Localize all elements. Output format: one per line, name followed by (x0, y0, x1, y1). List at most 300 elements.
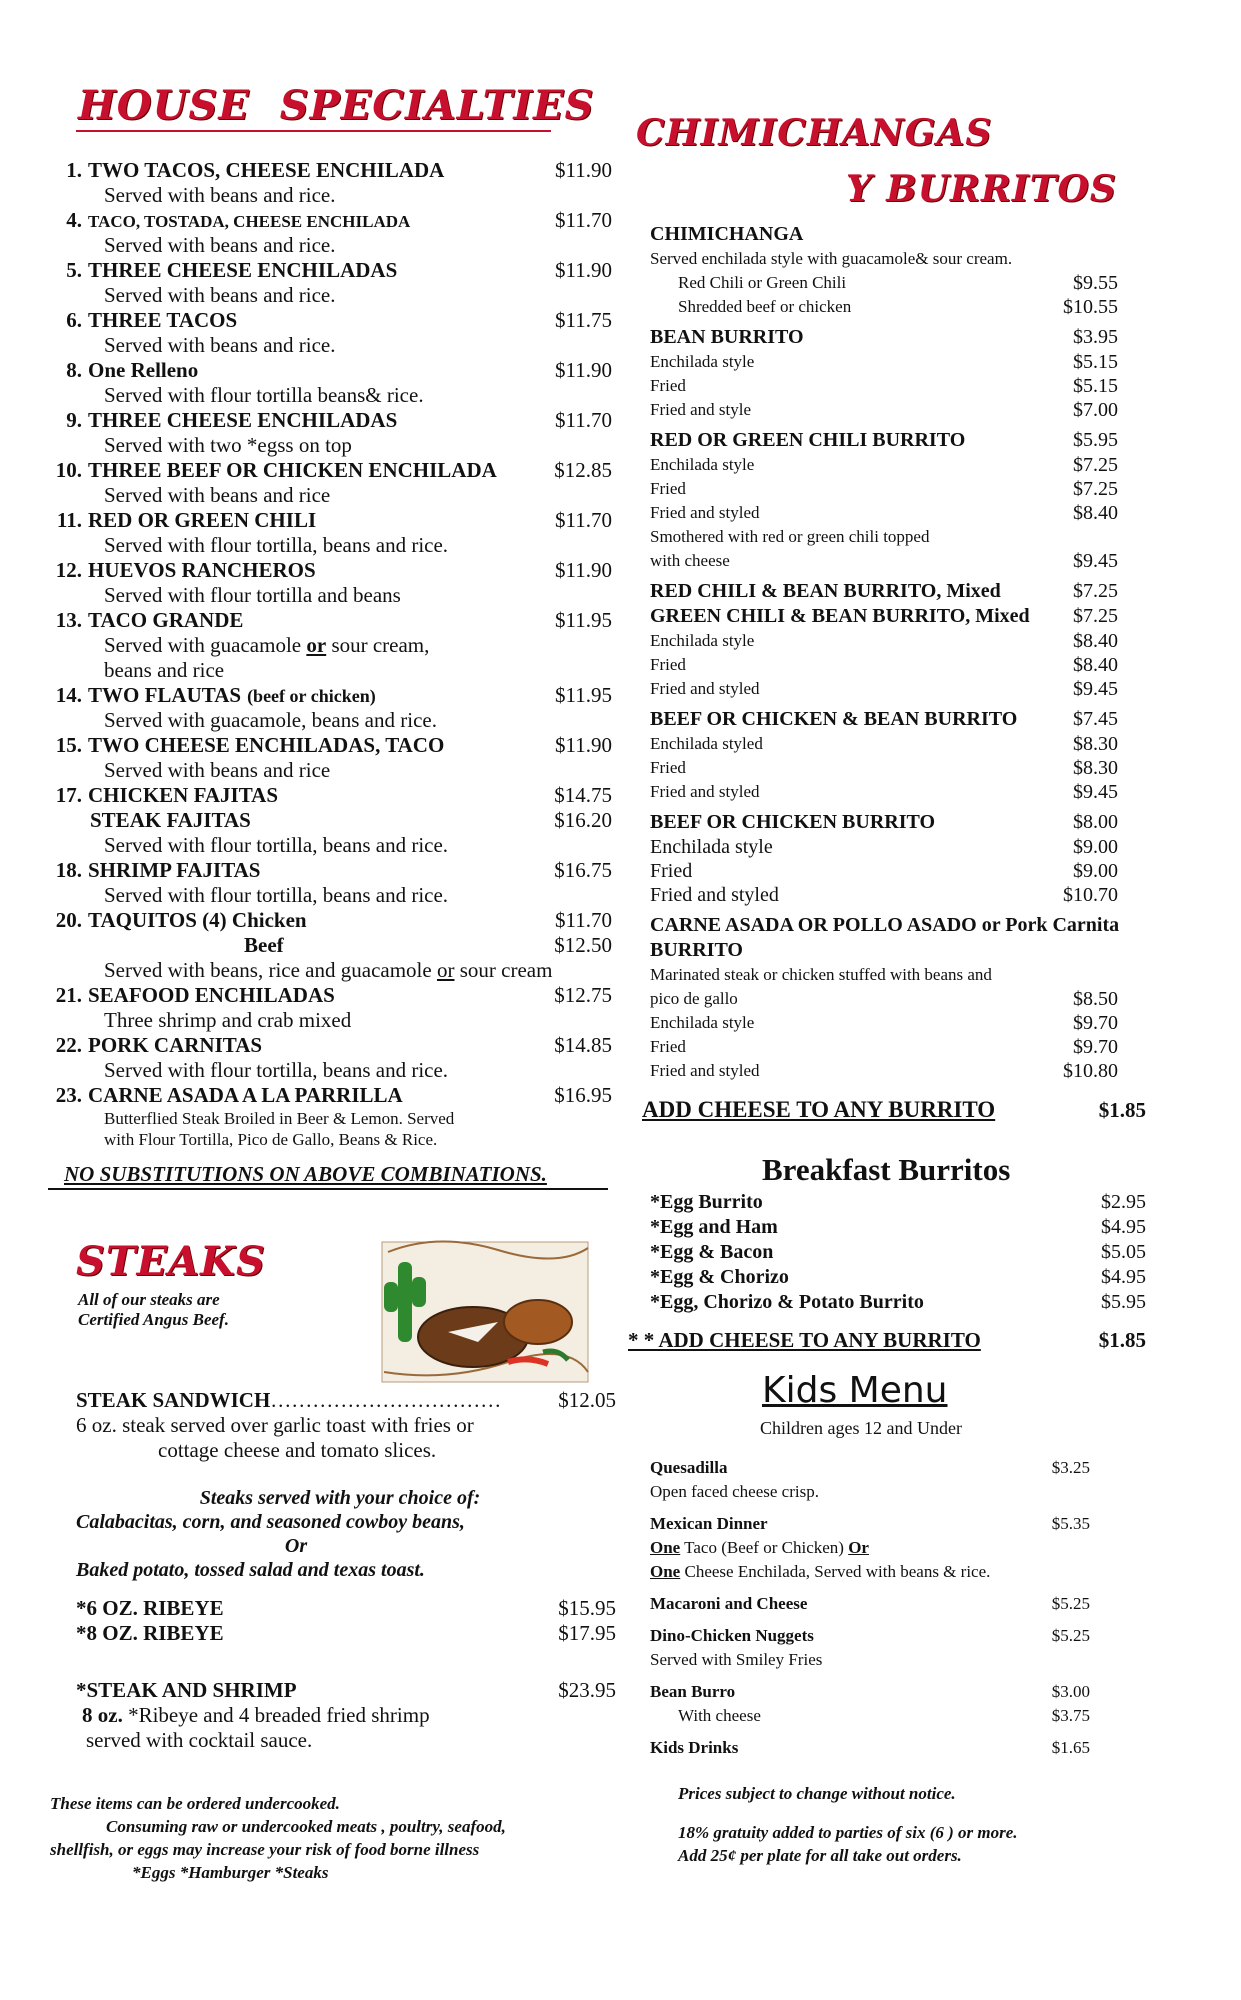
burrito-menu-row (650, 604, 1118, 629)
house-item-description: Served with flour tortilla and beans (104, 583, 401, 607)
kids-item-name: Kids Drinks (650, 1738, 739, 1757)
breakfast-add-cheese-price: $1.85 (1098, 1328, 1146, 1352)
footer-line-2: 18% gratuity added to parties of six (6 ) or more. (678, 1823, 1018, 1842)
house-item (48, 983, 618, 1008)
house-item-description: Served with flour tortilla, beans and rice. (104, 533, 449, 557)
house-item (48, 508, 618, 533)
kids-item-row (650, 1512, 1110, 1536)
house-item (48, 908, 618, 933)
burrito-menu-price: $9.70 (1073, 1036, 1118, 1058)
kids-item (650, 1512, 1110, 1584)
disclaimer-line-2: Consuming raw or undercooked meats , poultry, seafood, (106, 1817, 506, 1836)
kids-item-desc-row (650, 1560, 1110, 1584)
burrito-menu-price: $8.40 (1073, 502, 1118, 524)
steak-sandwich-price: $12.05 (558, 1388, 616, 1412)
house-item-name: TAQUITOS (4) Chicken (88, 908, 307, 932)
breakfast-item (650, 1190, 1146, 1215)
house-item-description: Butterflied Steak Broiled in Beer & Lemon. Served (104, 1109, 455, 1128)
burrito-menu-item: pico de gallo (650, 989, 738, 1008)
burrito-menu-row (650, 859, 1118, 883)
kids-item-desc-row (650, 1648, 1110, 1672)
house-item-name-extra: (beef or chicken) (247, 686, 376, 706)
burrito-menu-price: $5.15 (1073, 351, 1118, 373)
kids-item-price: $5.25 (1051, 1594, 1090, 1613)
burrito-menu-price: $7.25 (1073, 478, 1118, 500)
steak-sandwich-desc-2: cottage cheese and tomato slices. (158, 1438, 437, 1462)
burrito-menu-item: Served enchilada style with guacamole& sour cream. (650, 249, 1013, 268)
chimichangas-burritos-list (650, 222, 1118, 1083)
house-title-underline (76, 130, 551, 132)
house-item-name: TACO GRANDE (88, 608, 244, 632)
breakfast-item (650, 1265, 1146, 1290)
burrito-menu-item: Fried and styled (650, 782, 760, 801)
burrito-menu-price: $9.70 (1073, 1012, 1118, 1034)
steak-and-shrimp-desc-1 (76, 1703, 616, 1728)
steak-and-shrimp-desc-text: *Ribeye and 4 breaded fried shrimp (128, 1703, 430, 1727)
burrito-menu-item: Fried and styled (650, 503, 760, 522)
kids-item-price: $3.25 (1051, 1458, 1090, 1477)
house-item (48, 158, 618, 183)
kids-item-price: $3.00 (1051, 1682, 1090, 1701)
kids-item-price-2: $3.75 (1051, 1706, 1090, 1725)
house-item-description (48, 958, 618, 983)
house-item-name: THREE BEEF OR CHICKEN ENCHILADA (88, 458, 497, 482)
burrito-menu-row (650, 810, 1118, 835)
steak-and-shrimp-desc-bold: 8 oz. (82, 1703, 123, 1727)
burrito-menu-item: Fried and styled (650, 679, 760, 698)
house-item-number: 9. (66, 408, 82, 432)
house-item-description: Served with beans and rice. (104, 183, 336, 207)
ribeye-8oz-price: $17.95 (558, 1621, 616, 1645)
kids-item-row (650, 1680, 1110, 1704)
footer-line-3: Add 25¢ per plate for all take out orders. (678, 1846, 962, 1865)
house-item-price: $11.90 (555, 158, 612, 182)
kids-item-desc-one: One (650, 1538, 681, 1557)
breakfast-item-name: *Egg and Ham (650, 1216, 778, 1238)
burrito-menu-row (650, 477, 1118, 501)
kids-item (650, 1592, 1110, 1616)
house-item-name: TWO CHEESE ENCHILADAS, TACO (88, 733, 445, 757)
house-item (48, 258, 618, 283)
house-item-name-2: Beef (244, 933, 284, 957)
burrito-menu-item: Smothered with red or green chili topped (650, 527, 930, 546)
burrito-menu-row (650, 913, 1118, 938)
house-item-name: SHRIMP FAJITAS (88, 858, 261, 882)
kids-item-name: Bean Burro (650, 1682, 736, 1701)
kids-item-desc: With cheese (678, 1706, 761, 1725)
kids-item (650, 1680, 1110, 1728)
house-item-price: $11.70 (555, 408, 612, 432)
house-item-description: Served with beans and rice. (104, 233, 336, 257)
house-item (48, 783, 618, 808)
house-item (48, 408, 618, 433)
burrito-menu-price: $10.55 (1063, 296, 1118, 318)
kids-menu-list (650, 1456, 1110, 1768)
burrito-menu-item: Fried (650, 1037, 686, 1056)
kids-item-name: Quesadilla (650, 1458, 728, 1477)
kids-item (650, 1456, 1110, 1504)
house-item-description: Served with beans and rice. (104, 333, 336, 357)
breakfast-burritos-title: Breakfast Burritos (762, 1152, 1011, 1187)
breakfast-item-name: *Egg & Chorizo (650, 1266, 789, 1288)
house-item-name: HUEVOS RANCHEROS (88, 558, 316, 582)
house-item-price: $16.75 (554, 858, 612, 882)
burrito-menu-item: BEAN BURRITO (650, 326, 804, 348)
breakfast-item (650, 1240, 1146, 1265)
house-item-name: One Relleno (88, 358, 199, 382)
burrito-menu-row (650, 325, 1118, 350)
steaks-choice-line-3: Or (284, 1535, 308, 1557)
burrito-menu-price: $7.25 (1073, 454, 1118, 476)
burrito-menu-row (650, 549, 1118, 573)
kids-menu-title: Kids Menu (762, 1370, 948, 1411)
house-item-price: $16.95 (554, 1083, 612, 1107)
house-item (48, 308, 618, 333)
burrito-menu-row (650, 653, 1118, 677)
house-item (48, 458, 618, 483)
house-item (48, 858, 618, 883)
kids-item-desc-row (650, 1704, 1110, 1728)
burrito-menu-item: Marinated steak or chicken stuffed with beans and (650, 965, 992, 984)
kids-item-name: Macaroni and Cheese (650, 1594, 808, 1613)
house-item-number: 22. (55, 1033, 82, 1057)
steaks-choice-line-4: Baked potato, tossed salad and texas toast. (76, 1559, 425, 1581)
breakfast-item-price: $5.05 (1101, 1241, 1146, 1263)
breakfast-item-price: $5.95 (1101, 1291, 1146, 1313)
burrito-menu-row (650, 756, 1118, 780)
burrito-menu-item: Enchilada style (650, 455, 755, 474)
burrito-menu-item: Enchilada styled (650, 734, 763, 753)
burrito-menu-item: Fried (650, 479, 686, 498)
breakfast-item (650, 1290, 1146, 1315)
house-item-number: 23. (55, 1083, 82, 1107)
house-item-price: $12.75 (554, 983, 612, 1007)
kids-item-row (650, 1736, 1110, 1760)
kids-item-row (650, 1624, 1110, 1648)
steak-sandwich-name: STEAK SANDWICH (76, 1388, 271, 1412)
house-item-name: TACO, TOSTADA, CHEESE ENCHILADA (88, 212, 411, 231)
house-item-description: Served with beans and rice (104, 483, 331, 507)
house-item (48, 608, 618, 633)
ribeye-6oz-name: *6 OZ. RIBEYE (76, 1596, 224, 1620)
burrito-menu-row (650, 963, 1118, 987)
breakfast-burritos-list (650, 1190, 1146, 1315)
house-item-desc-or: or (436, 958, 455, 982)
burrito-menu-row (650, 428, 1118, 453)
house-item-price: $11.90 (555, 558, 612, 582)
burrito-menu-item: Shredded beef or chicken (678, 297, 852, 316)
steak-sandwich-leader: …………………………… (270, 1388, 502, 1412)
burrito-menu-row (650, 938, 1118, 963)
burrito-menu-row (650, 1059, 1118, 1083)
burrito-menu-item: Fried and styled (650, 884, 779, 906)
breakfast-item-price: $4.95 (1101, 1216, 1146, 1238)
burrito-menu-row (650, 295, 1118, 319)
kids-item (650, 1624, 1110, 1672)
burrito-menu-row (650, 247, 1118, 271)
house-item (48, 558, 618, 583)
burrito-menu-price: $8.30 (1073, 733, 1118, 755)
burrito-menu-row (650, 525, 1118, 549)
burrito-menu-item: Enchilada style (650, 631, 755, 650)
burrito-menu-price: $7.25 (1073, 605, 1118, 627)
breakfast-item-name: *Egg Burrito (650, 1191, 763, 1213)
house-item-name: TWO TACOS, CHEESE ENCHILADA (88, 158, 445, 182)
house-item-number: 14. (55, 683, 82, 707)
burrito-menu-price: $10.70 (1063, 884, 1118, 906)
kids-item-name: Dino-Chicken Nuggets (650, 1626, 814, 1645)
kids-item-desc: Open faced cheese crisp. (650, 1482, 819, 1501)
house-item-number: 17. (55, 783, 82, 807)
house-item (48, 733, 618, 758)
burrito-menu-row (650, 883, 1118, 907)
burrito-menu-price: $8.40 (1073, 654, 1118, 676)
steak-and-shrimp-row (76, 1678, 616, 1703)
burrito-menu-price: $5.95 (1073, 429, 1118, 451)
house-item-price: $12.85 (554, 458, 612, 482)
ribeye-8oz-name: *8 OZ. RIBEYE (76, 1621, 224, 1645)
house-item-description-2: with Flour Tortilla, Pico de Gallo, Beans & Rice. (104, 1130, 438, 1149)
house-item-number: 8. (66, 358, 82, 382)
steaks-note-2: Certified Angus Beef. (78, 1310, 229, 1329)
house-item-name: THREE CHEESE ENCHILADAS (88, 408, 398, 432)
house-item-description: Served with two *egss on top (104, 433, 352, 457)
house-item-number: 20. (55, 908, 82, 932)
no-substitutions-note: NO SUBSTITUTIONS ON ABOVE COMBINATIONS. (64, 1162, 547, 1186)
breakfast-add-cheese-text: * * ADD CHEESE TO ANY BURRITO (628, 1328, 981, 1352)
burrito-menu-row (650, 579, 1118, 604)
house-item-description: Served with flour tortilla, beans and rice. (104, 883, 449, 907)
house-item-name: PORK CARNITAS (88, 1033, 263, 1057)
kids-item-price: $5.35 (1051, 1514, 1090, 1533)
house-item-name-2: STEAK FAJITAS (90, 808, 251, 832)
burrito-menu-item: Fried (650, 860, 693, 882)
house-item-desc-a: Served with beans, rice and guacamole (104, 958, 432, 982)
house-item-price: $11.90 (555, 733, 612, 757)
house-item-number: 11. (56, 508, 82, 532)
kids-item-desc-row (650, 1480, 1110, 1504)
burrito-menu-row (650, 350, 1118, 374)
burrito-menu-row (650, 629, 1118, 653)
disclaimer-line-4: *Eggs *Hamburger *Steaks (132, 1863, 329, 1882)
house-item-number: 10. (55, 458, 82, 482)
kids-item-desc-enchilada: Cheese Enchilada, Served with beans & rice. (680, 1562, 991, 1581)
burrito-menu-price: $8.40 (1073, 630, 1118, 652)
house-item-price: $11.90 (555, 258, 612, 282)
house-item-price: $11.95 (555, 683, 612, 707)
burrito-menu-row (650, 398, 1118, 422)
no-subs-rule (48, 1188, 608, 1190)
burrito-menu-row (650, 271, 1118, 295)
burrito-menu-price: $9.45 (1073, 781, 1118, 803)
burrito-menu-item: RED CHILI & BEAN BURRITO, Mixed (650, 580, 1001, 602)
footer-line-1: Prices subject to change without notice. (678, 1784, 956, 1803)
steak-sandwich-desc-1: 6 oz. steak served over garlic toast with fries or (76, 1413, 474, 1437)
house-item (48, 1083, 618, 1108)
house-item-name: THREE CHEESE ENCHILADAS (88, 258, 398, 282)
add-cheese-burrito-row (642, 1096, 1146, 1124)
steak-illustration (378, 1232, 598, 1392)
house-item-name: THREE TACOS (88, 308, 238, 332)
house-item-description: Served with guacamole, beans and rice. (104, 708, 437, 732)
steak-sandwich-row (76, 1388, 616, 1413)
kids-item-price: $5.25 (1051, 1626, 1090, 1645)
ribeye-8oz-row (76, 1621, 616, 1646)
burrito-menu-item: Red Chili or Green Chili (678, 273, 847, 292)
steaks-choice-line-2: Calabacitas, corn, and seasoned cowboy beans, (76, 1511, 465, 1533)
steaks-note-1: All of our steaks are (78, 1290, 220, 1309)
house-item-desc-b: sour cream, (331, 633, 430, 657)
burrito-menu-price: $10.80 (1063, 1060, 1118, 1082)
house-item-price: $11.70 (555, 908, 612, 932)
breakfast-item-name: *Egg & Bacon (650, 1241, 774, 1263)
burrito-menu-price: $7.45 (1073, 708, 1118, 730)
burrito-menu-item: Fried and styled (650, 1061, 760, 1080)
burrito-menu-item: BEEF OR CHICKEN & BEAN BURRITO (650, 708, 1018, 730)
burrito-menu-price: $3.95 (1073, 326, 1118, 348)
breakfast-add-cheese-row (628, 1326, 1146, 1354)
kids-item (650, 1736, 1110, 1760)
house-item-number: 18. (55, 858, 82, 882)
burrito-menu-item: Enchilada style (650, 352, 755, 371)
disclaimer-line-3: shellfish, or eggs may increase your risk of food borne illness (50, 1840, 480, 1859)
house-item-desc-a: Served with guacamole (104, 633, 302, 657)
house-specialties-list (48, 158, 618, 1150)
house-item (48, 683, 618, 708)
burrito-menu-row (650, 707, 1118, 732)
house-item-desc-b: sour cream (459, 958, 553, 982)
burrito-menu-item: Enchilada style (650, 836, 773, 858)
steak-and-shrimp-desc-2: served with cocktail sauce. (86, 1728, 313, 1752)
kids-item-desc-row (650, 1536, 1110, 1560)
burrito-menu-row (650, 780, 1118, 804)
burrito-menu-item: Fried (650, 655, 686, 674)
burrito-menu-row (650, 1011, 1118, 1035)
house-item-secondary (48, 933, 618, 958)
disclaimer-line-1: These items can be ordered undercooked. (50, 1794, 340, 1813)
house-item-number: 15. (55, 733, 82, 757)
house-item-name: CARNE ASADA A LA PARRILLA (88, 1083, 403, 1107)
burrito-menu-price: $9.45 (1073, 678, 1118, 700)
kids-item-desc-taco: Taco (Beef or Chicken) (680, 1538, 849, 1557)
burritos-title: Y BURRITOS (846, 168, 1117, 210)
burrito-menu-price: $9.00 (1073, 860, 1118, 882)
add-cheese-burrito-price: $1.85 (1098, 1098, 1146, 1122)
kids-item-desc-or: Or (848, 1538, 869, 1557)
house-item-price: $11.70 (555, 508, 612, 532)
steaks-title: STEAKS (76, 1238, 266, 1285)
house-item-description: Served with flour tortilla beans& rice. (104, 383, 424, 407)
house-item-number: 13. (55, 608, 82, 632)
house-item-description: Served with flour tortilla, beans and rice. (104, 1058, 449, 1082)
house-item-number: 1. (66, 158, 82, 182)
house-item-price: $14.75 (554, 783, 612, 807)
burrito-menu-price: $8.00 (1073, 811, 1118, 833)
house-item-number: 5. (66, 258, 82, 282)
house-item-name: SEAFOOD ENCHILADAS (88, 983, 335, 1007)
burrito-menu-row (650, 677, 1118, 701)
add-cheese-burrito-text: ADD CHEESE TO ANY BURRITO (642, 1097, 996, 1122)
kids-item-price: $1.65 (1051, 1738, 1090, 1757)
burrito-menu-row (650, 732, 1118, 756)
house-item-description: Served with beans and rice (104, 758, 331, 782)
house-item-price: $11.95 (555, 608, 612, 632)
burrito-menu-item: GREEN CHILI & BEAN BURRITO, Mixed (650, 605, 1030, 627)
burrito-menu-price: $9.00 (1073, 836, 1118, 858)
house-item-number: 12. (55, 558, 82, 582)
burrito-menu-item: with cheese (650, 551, 730, 570)
ribeye-6oz-row (76, 1596, 616, 1621)
breakfast-item (650, 1215, 1146, 1240)
house-item-price: $14.85 (554, 1033, 612, 1057)
burrito-menu-row (650, 374, 1118, 398)
chimichangas-title: CHIMICHANGAS (636, 112, 993, 154)
burrito-menu-item: BURRITO (650, 939, 743, 961)
kids-item-row (650, 1592, 1110, 1616)
house-item (48, 208, 618, 233)
burrito-menu-row (650, 501, 1118, 525)
kids-item-desc: Served with Smiley Fries (650, 1650, 823, 1669)
house-item-desc-or: or (306, 633, 327, 657)
house-item (48, 1033, 618, 1058)
kids-menu-subtitle: Children ages 12 and Under (760, 1418, 962, 1438)
burrito-menu-item: BEEF OR CHICKEN BURRITO (650, 811, 936, 833)
burrito-menu-price: $9.45 (1073, 550, 1118, 572)
house-item-price: $11.75 (555, 308, 612, 332)
breakfast-item-price: $4.95 (1101, 1266, 1146, 1288)
burrito-menu-item: RED OR GREEN CHILI BURRITO (650, 429, 966, 451)
burrito-menu-price: $9.55 (1073, 272, 1118, 294)
burrito-menu-row (650, 222, 1118, 247)
burrito-menu-item: Enchilada style (650, 1013, 755, 1032)
house-item-price: $11.70 (555, 208, 612, 232)
house-item-price-2: $12.50 (554, 933, 612, 957)
house-item-description-2: beans and rice (104, 658, 225, 682)
house-item-name: RED OR GREEN CHILI (88, 508, 317, 532)
house-item-name: TWO FLAUTAS (88, 683, 242, 707)
burrito-menu-item: CHIMICHANGA (650, 223, 804, 245)
burrito-menu-item: Fried (650, 376, 686, 395)
house-item-number: 21. (55, 983, 82, 1007)
house-specialties-title: HOUSE SPECIALTIES (78, 82, 595, 129)
steak-and-shrimp-name: *STEAK AND SHRIMP (76, 1678, 297, 1702)
burrito-menu-price: $8.50 (1073, 988, 1118, 1010)
burrito-menu-price: $7.25 (1073, 580, 1118, 602)
house-item-description: Served with beans and rice. (104, 283, 336, 307)
burrito-menu-item: Fried (650, 758, 686, 777)
burrito-menu-price: $7.00 (1073, 399, 1118, 421)
kids-item-name: Mexican Dinner (650, 1514, 768, 1533)
house-item-name: CHICKEN FAJITAS (88, 783, 278, 807)
house-item-number: 6. (66, 308, 82, 332)
steak-and-shrimp-price: $23.95 (558, 1678, 616, 1702)
burrito-menu-item: CARNE ASADA OR POLLO ASADO or Pork Carnita (650, 914, 1120, 936)
house-item-description: Three shrimp and crab mixed (104, 1008, 352, 1032)
breakfast-item-name: *Egg, Chorizo & Potato Burrito (650, 1291, 924, 1313)
ribeye-6oz-price: $15.95 (558, 1596, 616, 1620)
house-item-number: 4. (66, 208, 82, 232)
burrito-menu-item: Fried and style (650, 400, 752, 419)
house-item-description (48, 633, 618, 658)
steaks-choice-line-1: Steaks served with your choice of: (199, 1487, 481, 1509)
house-item-description: Served with flour tortilla, beans and rice. (104, 833, 449, 857)
burrito-menu-row (650, 453, 1118, 477)
burrito-menu-price: $8.30 (1073, 757, 1118, 779)
kids-item-desc-one: One (650, 1562, 681, 1581)
house-item (48, 358, 618, 383)
burrito-menu-row (650, 987, 1118, 1011)
house-item-price-2: $16.20 (554, 808, 612, 832)
